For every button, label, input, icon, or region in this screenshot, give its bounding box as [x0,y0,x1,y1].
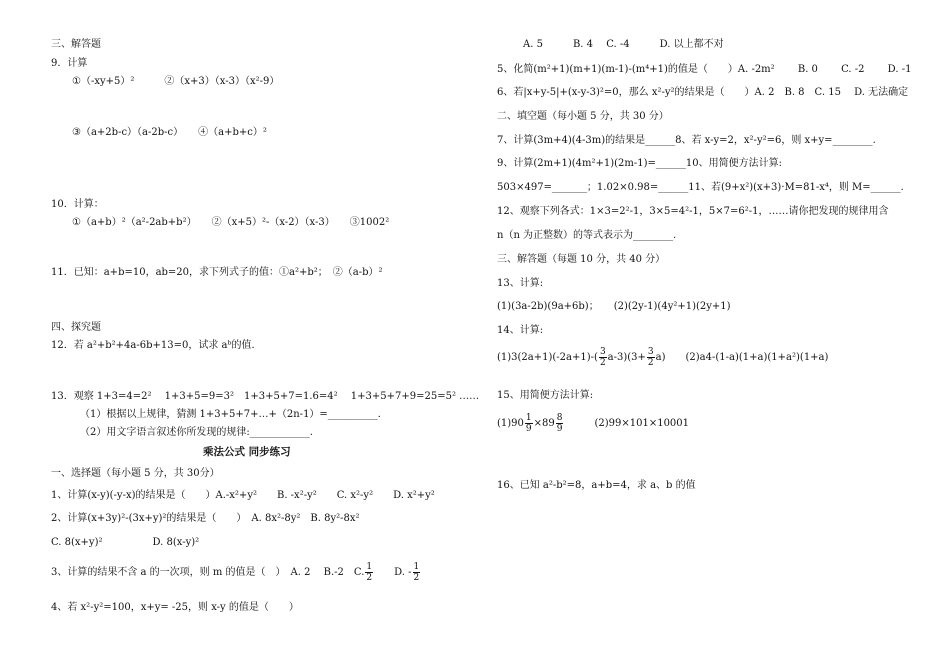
q15-label: 15、用简便方法计算: [497,390,594,401]
q13-line-2: （1）根据以上规律，猜测 1+3+5+7+…+（2n-1）=__________． [80,409,388,420]
q3-text: 3、计算的结果不含 a 的一次项，则 m 的值是（ ） A. 2 B.-2 C. [51,567,365,578]
q3-option-c-fraction [365,562,373,583]
section-header-solve-right: 三、解答题（每题 10 分，共 40 分） [497,254,666,265]
q12: 12．若 a²+b²+4a-6b+13=0，试求 aᵇ的值． [51,340,262,351]
q16: 16、已知 a²-b²=8，a+b=4，求 a、b 的值 [497,480,696,491]
q13-right-line: (1)(3a-2b)(9a+6b)； (2)(2y-1)(4y²+1)(2y+1) [497,301,731,312]
q3 [51,562,421,584]
q9-line-2: ③（a+2b-c）（a-2b-c） ④（a+b+c）² [72,127,267,138]
q13-line-3: （2）用文字语言叙述你所发现的规律:____________. [80,427,313,438]
q10-label: 10．计算： [51,199,104,210]
section-header-explore: 四、探究题 [51,322,101,333]
fraction-denominator: 9 [556,424,563,434]
q15-part-1: (1)90 [497,418,524,429]
fraction-numerator: 3 [599,347,606,357]
q15-part-2: ×89 [533,418,555,429]
q11: 11．已知：a+b=10，ab=20，求下列式子的值：①a²+b²； ②（a-b）² [51,267,383,278]
fraction-denominator: 9 [525,424,532,434]
q3-option-d-label: D. - [394,567,412,578]
q15-part-3: (2)99×101×10001 [564,418,690,429]
q14-part-2: a-3)(3+ [607,352,646,363]
fraction-denominator: 2 [413,573,420,583]
q5: 5、化简(m²+1)(m+1)(m-1)-(m⁴+1)的值是（ ）A. -2m² B. 0 C. -2 D. -1 [497,64,912,75]
fraction-denominator: 2 [599,358,606,368]
q14-fraction-1 [599,347,607,368]
q2-options-cd: C. 8(x+y)² D. 8(x-y)² [51,537,200,548]
fraction-numerator: 3 [647,347,654,357]
q2: 2、计算(x+3y)²-(3x+y)²的结果是（ ） A. 8x²-8y² B. 8y²-8x² [51,513,360,524]
q13-right-label: 13、计算: [497,278,544,289]
q14-fraction-2 [647,347,655,368]
q3-option-d-fraction [413,562,421,583]
q15-mixed-fraction-1 [525,413,533,434]
fraction-numerator: 1 [366,562,373,572]
q14-line [497,345,828,371]
q15-mixed-fraction-2 [556,413,564,434]
q9-label: 9．计算 [51,58,88,69]
fraction-denominator: 2 [366,573,373,583]
q12-line-1: 12、观察下列各式：1×3=2²-1，3×5=4²-1，5×7=6²-1，……请你把发现的规律用含 [497,206,889,217]
q4: 4、若 x²-y²=100，x+y= -25，则 x-y 的值是（ ） [51,602,299,613]
q4-options: A. 5 B. 4 C. -4 D. 以上都不对 [523,39,724,50]
q10-line: ①（a+b）²（a²-2ab+b²） ②（x+5）²-（x-2）（x-3） ③1002² [72,217,390,228]
fraction-numerator: 1 [413,562,420,572]
fraction-denominator: 2 [647,358,654,368]
section-header-fill: 二、填空题（每小题 5 分，共 30 分） [497,111,669,122]
section-header-solve: 三、解答题 [51,39,101,50]
q7: 7、计算(3m+4)(4-3m)的结果是______8、若 x-y=2，x²-y²=6，则 x+y=________. [497,135,876,146]
q14-part-1: (1)3(2a+1)(-2a+1)-( [497,352,598,363]
q10-right: 503×497=_______；1.02×0.98=______11、若(9+x²)(x+3)·M=81-x⁴，则 M=______. [497,182,904,193]
q14-label: 14、计算: [497,325,544,336]
q13-line-1: 13．观察 1+3=4=2² 1+3+5=9=3² 1+3+5+7=1.6=4² 1+3+5+7+9=25=5² …… [51,391,480,402]
q6: 6、若|x+y-5|+(x-y-3)²=0，那么 x²-y²的结果是（ ）A. 2 B. 8 C. 15 D. 无法确定 [497,87,909,98]
q9-right: 9、计算(2m+1)(4m²+1)(2m-1)=______10、用简便方法计算: [497,158,783,169]
section-header-choice: 一、选择题（每小题 5 分，共 30分） [51,468,220,479]
q15-line [497,411,689,437]
q12-line-2: n（n 为正整数）的等式表示为________. [497,230,677,241]
fraction-numerator: 8 [556,413,563,423]
fraction-numerator: 1 [525,413,532,423]
section-title: 乘法公式 同步练习 [203,446,291,458]
q1: 1、计算(x-y)(-y-x)的结果是（ ）A.-x²+y² B. -x²-y² C. x²-y² D. x²+y² [51,490,435,501]
q9-line-1: ①（-xy+5）² ②（x+3）（x-3）（x²-9） [72,76,280,87]
q14-part-3: a) (2)a4-(1-a)(1+a)(1+a²)(1+a) [655,352,829,363]
